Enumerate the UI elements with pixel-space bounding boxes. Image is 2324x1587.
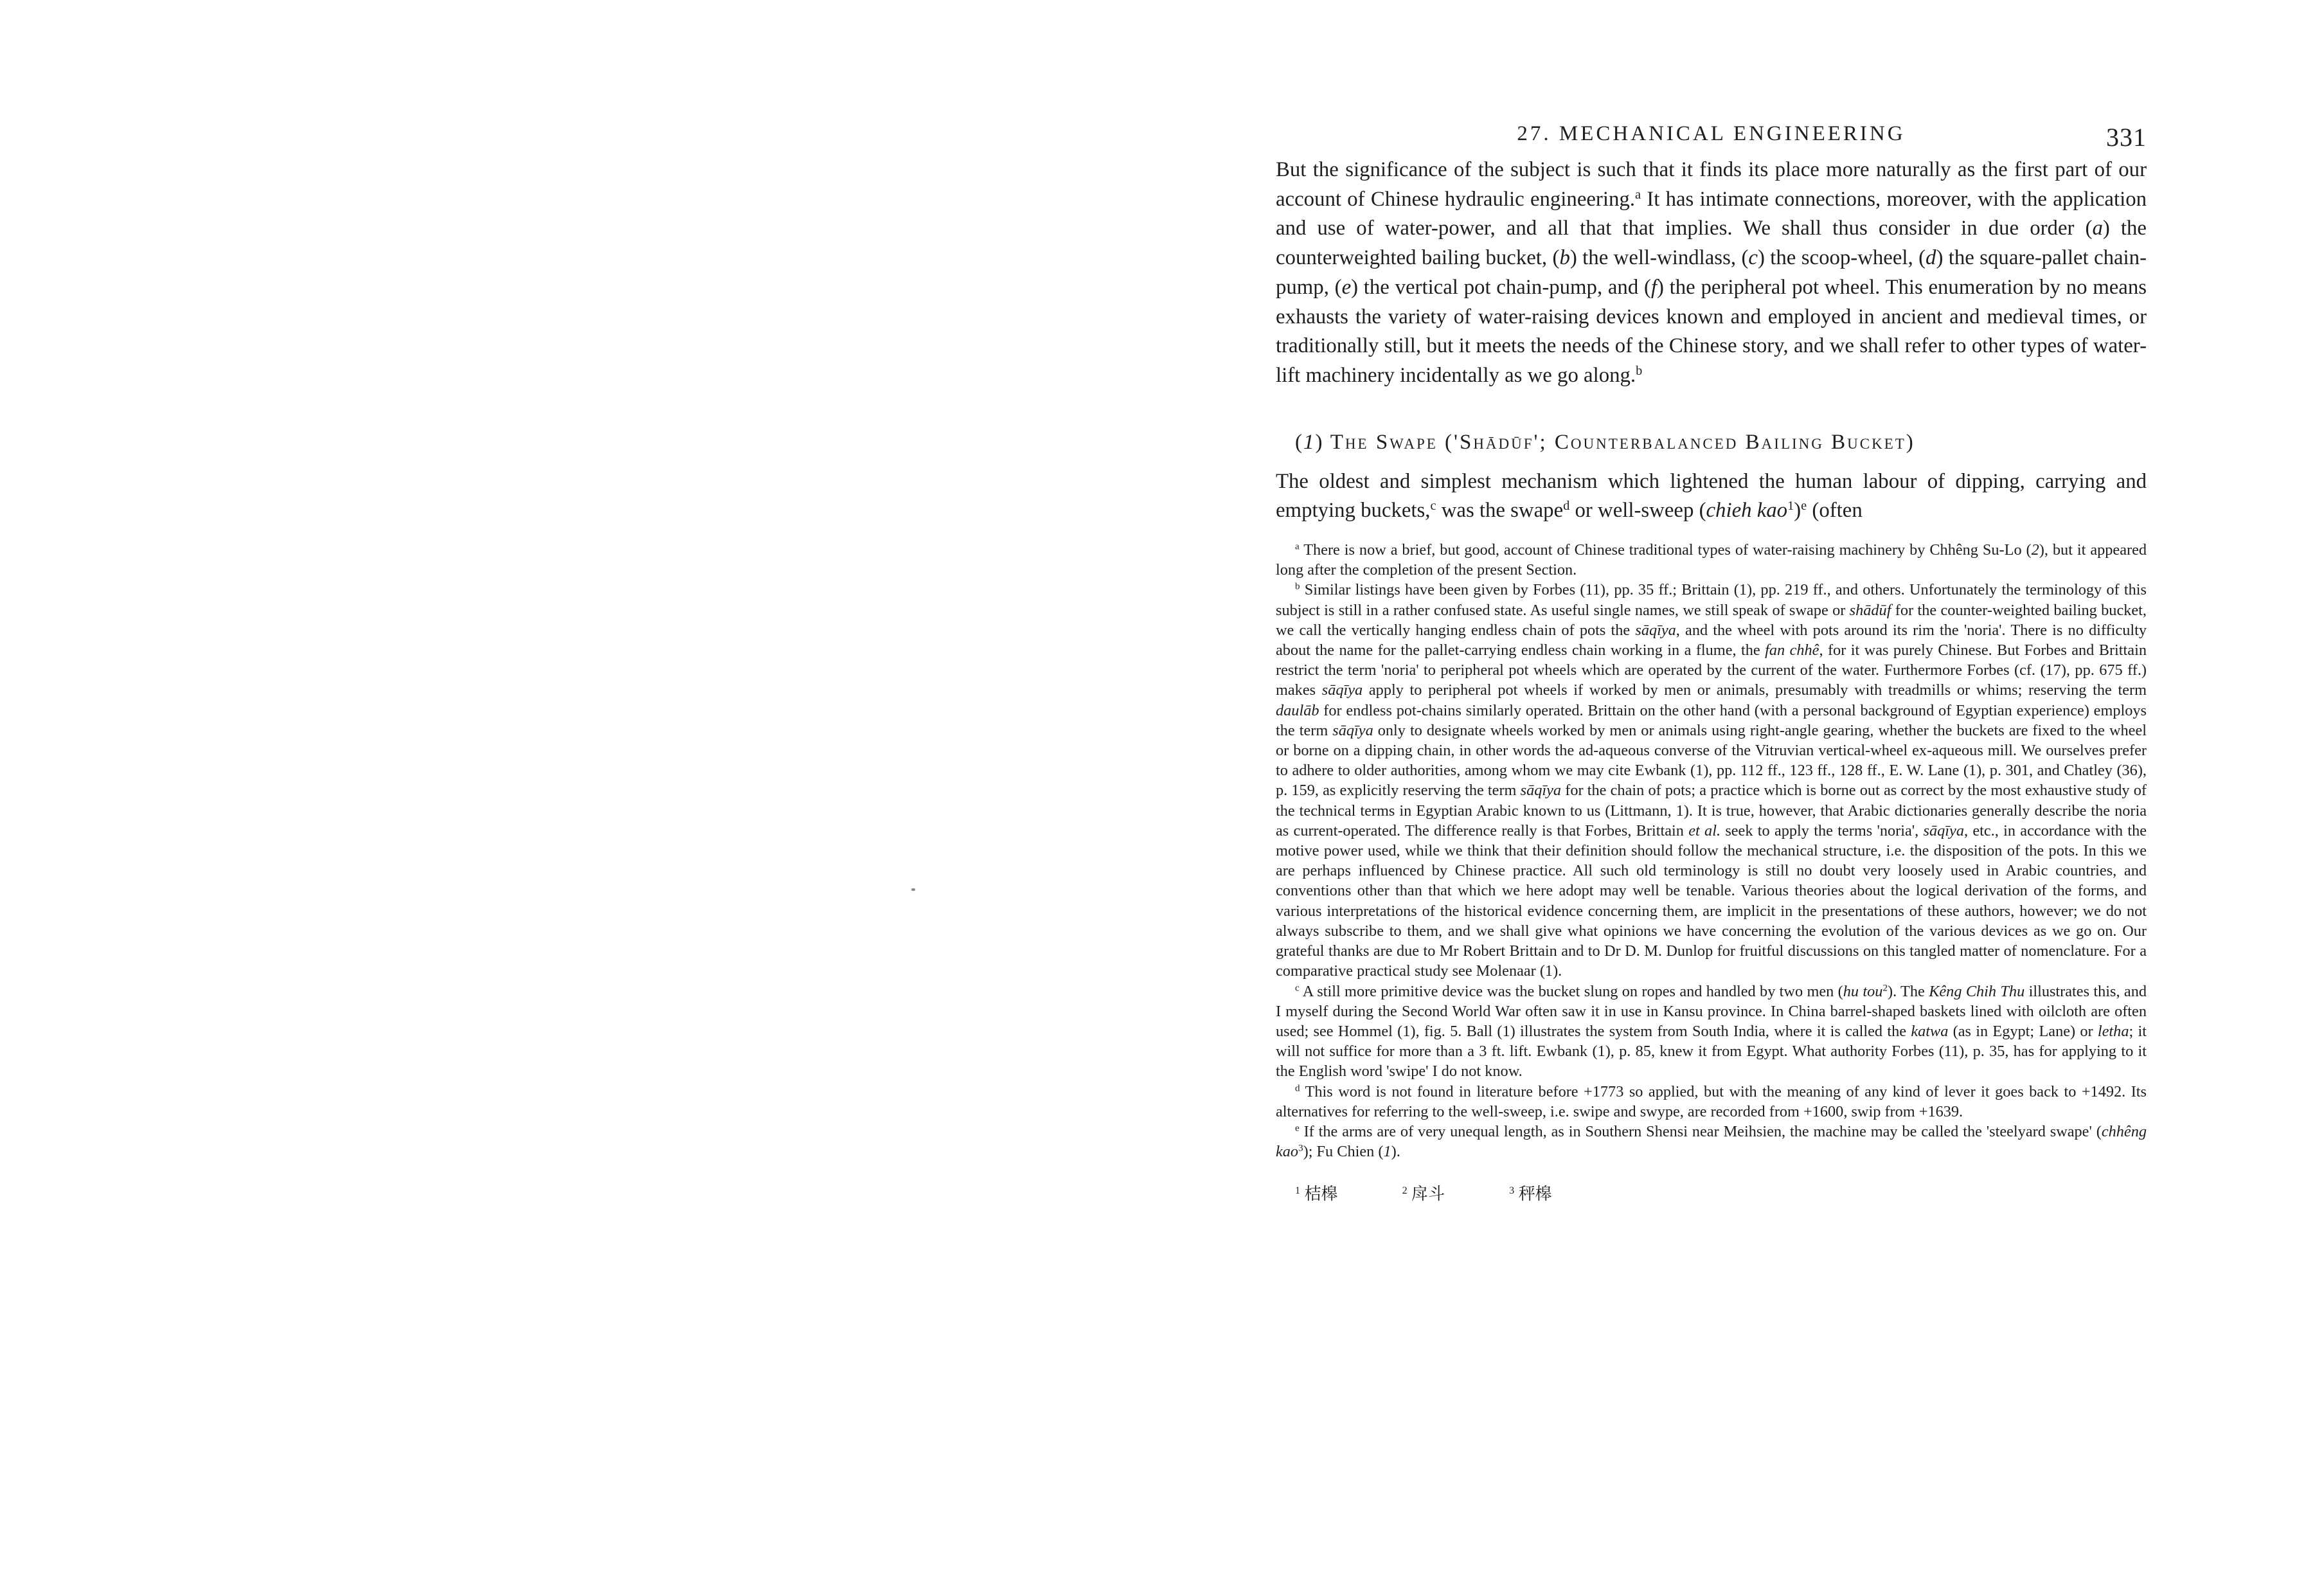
char-ref-2: $^2$ 戽斗 xyxy=(1402,1185,1445,1204)
footnote-a: $^a$ There is now a brief, but good, account of Chinese traditional types of water-raising machinery by Chhêng Su-Lo (2), but it appeared long after the completion of the present Section. xyxy=(1276,541,2147,579)
footnote-b: $^b$ Similar listings have been given by Forbes (11), pp. 35 ff.; Brittain (1), pp. 219 ff., and others. Unfortunately the terminology of this subject is still in a rather confused state. As useful single names, we still speak of swape or shādūf for the counter-weighted bailing bucket, we call the vertically hanging endless chain of pots the sāqīya, and the wheel with pots around its rim the 'noria'. There is no difficulty about the name for the pallet-carrying endless chain working in a flume, the fan chhê, for it was purely Chinese. But Forbes and Brittain restrict the term 'noria' to peripheral pot wheels which are operated by the current of the water. Furthermore Forbes (cf. (17), pp. 675 ff.) makes sāqīya apply to peripheral pot wheels if worked by men or animals, presumably with treadmills or whims; reserving the term daulāb for endless pot-chains similarly operated. Brittain on the other hand (with a personal background of Egyptian experience) employs the term sāqīya only to designate wheels worked by men or animals using right-angle gearing, whether the buckets are fixed to the wheel or borne on a dipping chain, in other words the ad-aqueous converse of the Vitruvian vertical-wheel ex-aqueous mill. We ourselves prefer to adhere to older authorities, among whom we may cite Ewbank (1), pp. 112 ff., 123 ff., 128 ff., E. W. Lane (1), p. 301, and Chatley (36), p. 159, as explicitly reserving the term sāqīya for the chain of pots; a practice which is borne out as correct by the most exhaustive study of the technical terms in Egyptian Arabic known to us (Littmann, 1). It is true, however, that Arabic dictionaries generally describe the noria as current-operated. The difference really is that Forbes, Brittain et al. seek to apply the terms 'noria', sāqīya, etc., in accordance with the motive power used, while we think that their definition should follow the mechanical structure, i.e. the disposition of the pots. In this we are perhaps influenced by Chinese practice. All such old terminology is still no doubt very loosely used in Arabic countries, and conventions other than that which we here adopt may well be tenable. Various theories about the logical derivation of the forms, and various interpretations of the historical evidence concerning them, are implicit in the presentations of these authors, however; we do not always subscribe to them, and we shall give what opinions we have concerning the evolution of the various devices as we go on. Our grateful thanks are due to Mr Robert Brittain and to Dr D. M. Dunlop for fruitful discussions on this tangled matter of nomenclature. For a comparative practical study see Molenaar (1). xyxy=(1276,581,2147,980)
footnote-d: $^d$ This word is not found in literature before +1773 so applied, but with the meaning of any kind of lever it goes back to +1492. Its alternatives for referring to the well-sweep, i.e. swipe and swype, are recorded from +1600, swip from +1639. xyxy=(1276,1082,2147,1120)
char-ref-3: $^3$ 秤槔 xyxy=(1509,1185,1552,1204)
section-heading: (1) The Swape ('Shādūf'; Counterbalanced Bailing Bucket) xyxy=(1295,430,1915,454)
running-title: 27. MECHANICAL ENGINEERING xyxy=(1517,122,1906,145)
running-header xyxy=(1276,122,2147,156)
char-ref-1: $^1$ 桔槔 xyxy=(1295,1185,1338,1204)
footnotes xyxy=(1276,540,2147,1161)
paragraph-1: But the significance of the subject is such that it finds its place more naturally as the first part of our account of Chinese hydraulic engineering.$^a$ It has intimate connections, moreover, with the application and use of water-power, and all that that implies. We shall thus consider in due order (a) the counterweighted bailing bucket, (b) the well-windlass, (c) the scoop-wheel, (d) the square-pallet chain-pump, (e) the vertical pot chain-pump, and (f) the peripheral pot wheel. This enumeration by no means exhausts the variety of water-raising devices known and employed in ancient and medieval times, or traditionally still, but it meets the needs of the Chinese story, and we shall refer to other types of water-lift machinery incidentally as we go along.$^b$ xyxy=(1276,158,2147,387)
character-references xyxy=(1276,1181,2147,1205)
footnote-e: $^e$ If the arms are of very unequal length, as in Southern Shensi near Meihsien, the machine may be called the 'steelyard swape' (chhêng kao$^3$); Fu Chien (1). xyxy=(1276,1122,2147,1161)
main-text xyxy=(1276,156,2147,526)
scan-speck xyxy=(911,888,915,891)
book-page xyxy=(1276,122,2147,1205)
paragraph-2: The oldest and simplest mechanism which lightened the human labour of dipping, carrying and emptying buckets,$^c$ was the swape$^d$ or well-sweep (chieh kao$^1$)$^e$ (often xyxy=(1276,469,2147,523)
page-number: 331 xyxy=(2106,123,2147,152)
footnote-c: $^c$ A still more primitive device was the bucket slung on ropes and handled by two men (hu tou$^2$). The Kêng Chih Thu illustrates this, and I myself during the Second World War often saw it in use in Kansu province. In China barrel-shaped baskets lined with oilcloth are often used; see Hommel (1), fig. 5. Ball (1) illustrates the system from South India, where it is called the katwa (as in Egypt; Lane) or letha; it will not suffice for more than a 3 ft. lift. Ewbank (1), p. 85, knew it from Egypt. What authority Forbes (11), p. 35, has for applying to it the English word 'swipe' I do not know. xyxy=(1276,982,2147,1080)
